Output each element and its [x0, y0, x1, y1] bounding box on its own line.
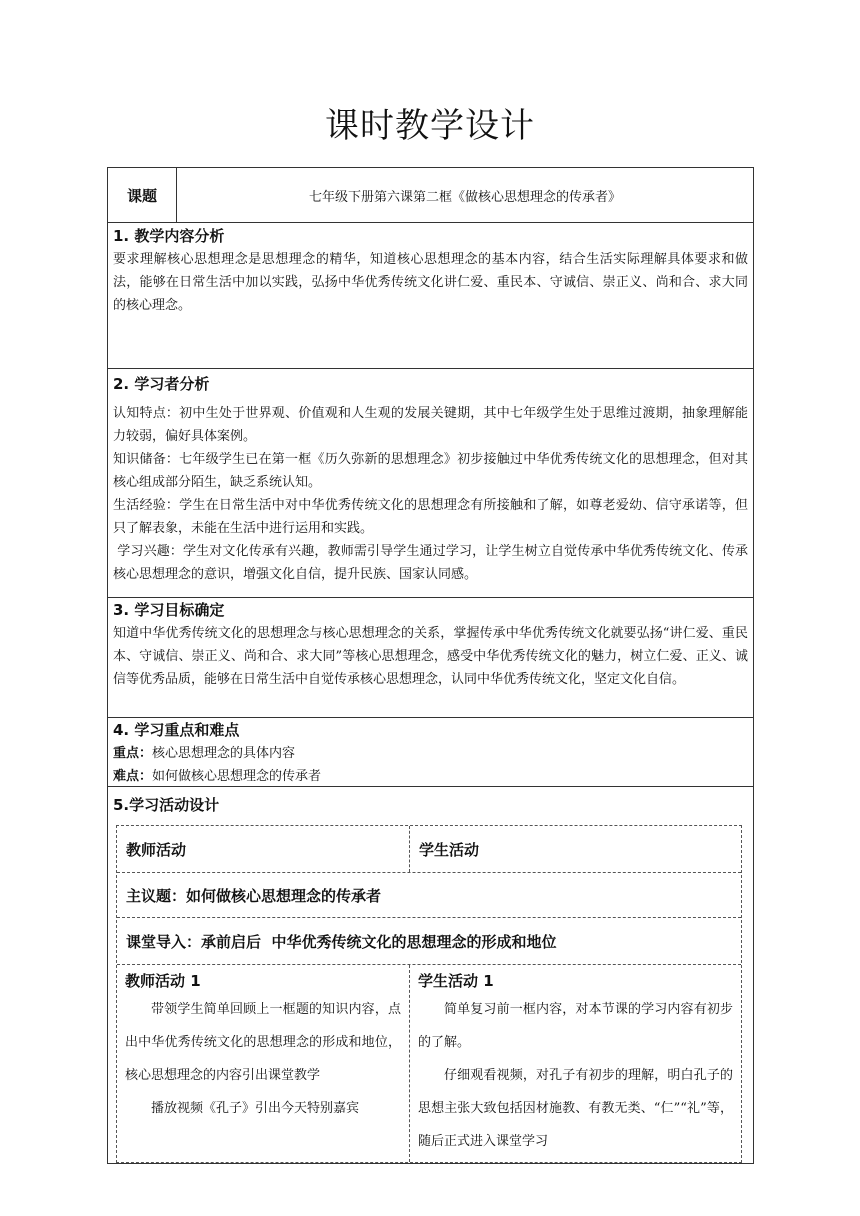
- theme-row: [117, 873, 741, 918]
- activity-table: [116, 825, 742, 1163]
- section-learning-goals: [108, 598, 753, 718]
- intro-row: [117, 918, 741, 965]
- topic-label: 课题: [108, 168, 177, 222]
- knowledge-reserve: 知识储备：七年级学生已在第一框《历久弥新的思想理念》初步接触过中华优秀传统文化的思想理念，但对其核心组成部分陌生，缺乏系统认知。: [113, 452, 748, 490]
- teacher-activity-title: 教师活动 1: [125, 972, 201, 990]
- difficult-point-text: 如何做核心思想理念的传承者: [152, 769, 322, 784]
- student-activity-text: 仔细观看视频，对孔子有初步的理解，明白孔子的思想主张大致包括因材施教、有教无类、“仁”“礼”等，随后正式进入课堂学习: [418, 1068, 733, 1149]
- teacher-activity-text: 播放视频《孔子》引出今天特别嘉宾: [151, 1101, 360, 1116]
- section-key-points: [108, 718, 753, 787]
- teacher-activity-1: [117, 965, 410, 1162]
- teacher-activity-text: 带领学生简单回顾上一框题的知识内容，点出中华优秀传统文化的思想理念的形成和地位，核心思想理念的内容引出课堂教学: [125, 1002, 401, 1083]
- section-heading: 1. 教学内容分析: [113, 227, 225, 245]
- activity-row: [117, 965, 741, 1162]
- student-activity-title: 学生活动 1: [418, 972, 494, 990]
- key-point-text: 核心思想理念的具体内容: [152, 746, 296, 761]
- lesson-design-table: [107, 167, 754, 1164]
- section-heading: 4. 学习重点和难点: [113, 721, 240, 739]
- teacher-activity-header: 教师活动: [117, 826, 410, 872]
- key-point-label: 重点：: [113, 746, 153, 761]
- student-activity-1: [410, 965, 741, 1162]
- cognitive-traits: 认知特点：初中生处于世界观、价值观和人生观的发展关键期，其中七年级学生处于思维过渡期，抽象理解能力较弱，偏好具体案例。: [113, 406, 748, 444]
- topic-row: [108, 168, 753, 223]
- activity-header-row: [117, 826, 741, 873]
- life-experience: 生活经验：学生在日常生活中对中华优秀传统文化的思想理念有所接触和了解，如尊老爱幼、信守承诺等，但只了解表象，未能在生活中进行运用和实践。: [113, 498, 748, 536]
- student-activity-text: 简单复习前一框内容，对本节课的学习内容有初步的了解。: [418, 1002, 733, 1050]
- section-content-analysis: [108, 223, 753, 369]
- section-learner-analysis: [108, 369, 753, 598]
- class-intro: 课堂导入：承前启后 中华优秀传统文化的思想理念的形成和地位: [126, 932, 557, 951]
- difficult-point: [113, 765, 748, 788]
- section-text: 知道中华优秀传统文化的思想理念与核心思想理念的关系，掌握传承中华优秀传统文化就要弘扬“讲仁爱、重民本、守诚信、崇正义、尚和合、求大同”等核心思想理念，感受中华优秀传统文化的魅力，树立仁爱、正义、诚信等优秀品质，能够在日常生活中自觉传承核心思想理念，认同中华优秀传统文化，坚定文化自信。: [113, 626, 748, 687]
- page-title: 课时教学设计: [325, 106, 535, 146]
- section-heading: 2. 学习者分析: [113, 375, 210, 393]
- section-activity-design: [108, 787, 753, 1163]
- topic-value: 七年级下册第六课第二框《做核心思想理念的传承者》: [308, 189, 621, 205]
- difficult-point-label: 难点：: [113, 769, 153, 784]
- student-activity-header: 学生活动: [419, 840, 480, 859]
- learning-interest: 学习兴趣：学生对文化传承有兴趣，教师需引导学生通过学习，让学生树立自觉传承中华优秀传统文化、传承核心思想理念的意识，增强文化自信，提升民族、国家认同感。: [113, 544, 748, 582]
- key-point: [113, 742, 748, 765]
- section-heading: 3. 学习目标确定: [113, 601, 225, 619]
- section-text: 要求理解核心思想理念是思想理念的精华，知道核心思想理念的基本内容，结合生活实际理解具体要求和做法，能够在日常生活中加以实践，弘扬中华优秀传统文化讲仁爱、重民本、守诚信、崇正义、尚和合、求大同的核心理念。: [113, 252, 748, 313]
- section-heading: 5.学习活动设计: [113, 796, 220, 814]
- main-theme: 主议题：如何做核心思想理念的传承者: [126, 886, 382, 905]
